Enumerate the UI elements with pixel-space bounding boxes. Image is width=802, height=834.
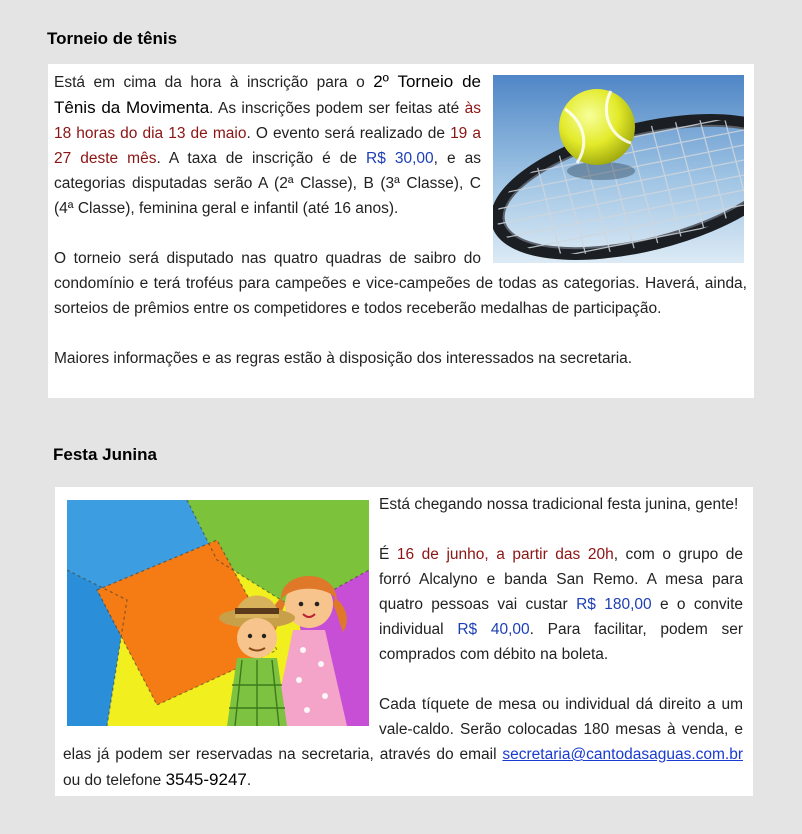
table-price: R$ 180,00 xyxy=(576,596,652,613)
text-segment: , com o grupo de forró Alcalyno e banda San Remo. A mesa para quatro pessoas vai custar xyxy=(379,546,743,613)
text-segment: ou do telefone xyxy=(63,772,166,789)
festa-junina-image xyxy=(67,500,369,726)
text-segment: . Para facilitar, podem ser comprados com débito na boleta. xyxy=(379,621,743,663)
text-segment: . xyxy=(246,772,252,789)
text-segment: . A taxa de inscrição é de xyxy=(156,150,367,167)
text-segment: Cada tíquete de mesa ou individual dá direito a um vale-caldo. Serão colocadas 180 mesas à venda, e elas já podem ser reservadas na secretaria, através do email xyxy=(63,696,743,763)
individual-price: R$ 40,00 xyxy=(457,621,530,638)
event-dates: 19 a 27 deste mês xyxy=(54,125,481,167)
email-link[interactable]: secretaria@cantodasaguas.com.br xyxy=(502,746,743,763)
tournament-name: 2º Torneio de Tênis da Movimenta xyxy=(54,72,482,117)
festa-paragraph-1: Está chegando nossa tradicional festa junina, gente! xyxy=(379,496,739,513)
tennis-paragraph-3: Maiores informações e as regras estão à disposição dos interessados na secretaria. xyxy=(54,350,633,367)
festa-date: 16 de junho, a partir das 20h xyxy=(396,546,614,563)
text-segment: . O evento será realizado de xyxy=(246,125,451,142)
festa-section-title: Festa Junina xyxy=(53,445,157,464)
text-segment: Está em cima da hora à inscrição para o xyxy=(54,74,374,91)
tennis-paragraph-2: O torneio será disputado nas quatro quadras de saibro do condomínio e terá troféus para campeões e vice-campeões de todas as categorias. Haverá, ainda, sorteios de prêmios entre os competidores e todos receberão medalhas de participação. xyxy=(54,250,747,317)
tennis-article xyxy=(48,64,754,398)
festa-article xyxy=(55,487,753,796)
phone-number: 3545-9247 xyxy=(165,770,247,789)
text-segment: e o convite individual xyxy=(379,596,743,638)
text-segment: . As inscrições podem ser feitas até xyxy=(209,100,465,117)
text-segment: , e as categorias disputadas serão A (2ª Classe), B (3ª Classe), C (4ª Classe), feminina geral e infantil (até 16 anos). xyxy=(54,150,481,217)
registration-deadline: às 18 horas do dia 13 de maio xyxy=(54,100,481,142)
registration-fee: R$ 30,00 xyxy=(366,150,434,167)
tennis-section-title: Torneio de tênis xyxy=(47,29,178,48)
text-segment: É xyxy=(379,546,397,563)
tennis-ball-racket-image xyxy=(493,75,744,263)
